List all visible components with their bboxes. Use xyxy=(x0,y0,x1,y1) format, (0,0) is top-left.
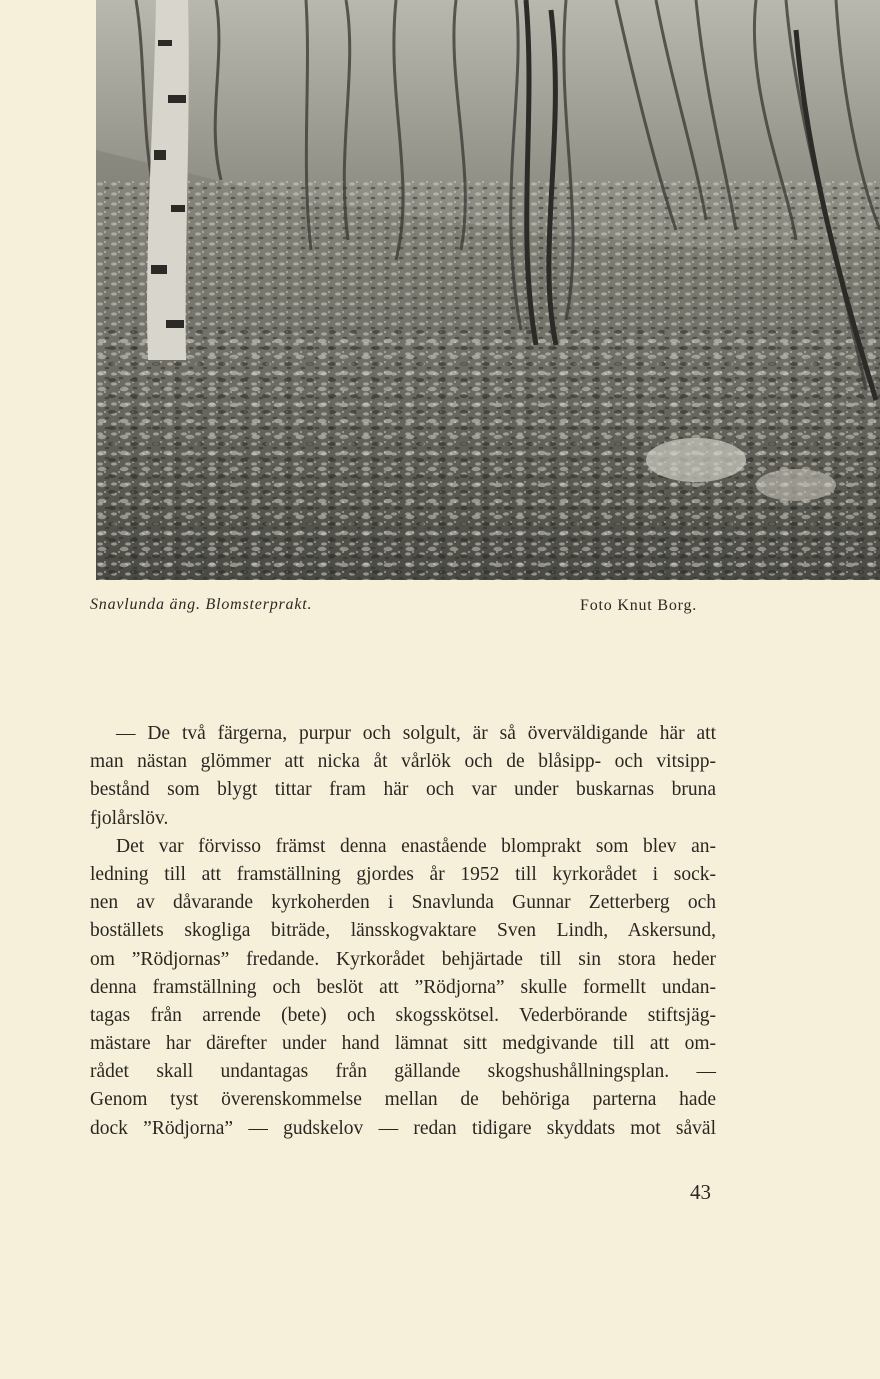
text-line: tagas från arrende (bete) och skogsskötsel. Vederbörande stiftsjäg- xyxy=(90,1004,716,1026)
photo-caption: Snavlunda äng. Blomsterprakt. xyxy=(90,596,313,613)
text-line: mästare har därefter under hand lämnat sitt medgivande till att om- xyxy=(90,1033,716,1055)
text-line: fjolårslöv. xyxy=(90,807,169,829)
body-text xyxy=(90,720,716,1143)
text-line: om ”Rödjornas” fredande. Kyrkorådet behjärtade till sin stora heder xyxy=(90,948,716,970)
text-line: bestånd som blygt tittar fram här och var under buskarnas bruna xyxy=(90,779,716,801)
text-line: Genom tyst överenskommelse mellan de behöriga parterna hade xyxy=(90,1089,716,1111)
text-line: boställets skogliga biträde, länsskogvaktare Sven Lindh, Askersund, xyxy=(90,920,716,942)
text-line: ledning till att framställning gjordes år 1952 till kyrkorådet i sock- xyxy=(90,863,716,885)
text-line: rådet skall undantagas från gällande skogshushållningsplan. — xyxy=(90,1061,716,1083)
text-line: denna framställning och beslöt att ”Rödjorna” skulle formellt undan- xyxy=(90,976,716,998)
forest-photo xyxy=(96,0,880,580)
photo-credit: Foto Knut Borg. xyxy=(580,597,698,614)
forest-photo-icon xyxy=(96,0,880,580)
text-line: man nästan glömmer att nicka åt vårlök och de blåsipp- och vitsipp- xyxy=(90,751,716,773)
text-line: — De två färgerna, purpur och solgult, är så överväldigande här att xyxy=(116,723,716,744)
text-line: Det var förvisso främst denna enastående blomprakt som blev an- xyxy=(116,835,716,857)
text-line: nen av dåvarande kyrkoherden i Snavlunda Gunnar Zetterberg och xyxy=(90,892,716,914)
text-line: dock ”Rödjorna” — gudskelov — redan tidigare skyddats mot såväl xyxy=(90,1117,716,1139)
page-number: 43 xyxy=(690,1180,711,1204)
